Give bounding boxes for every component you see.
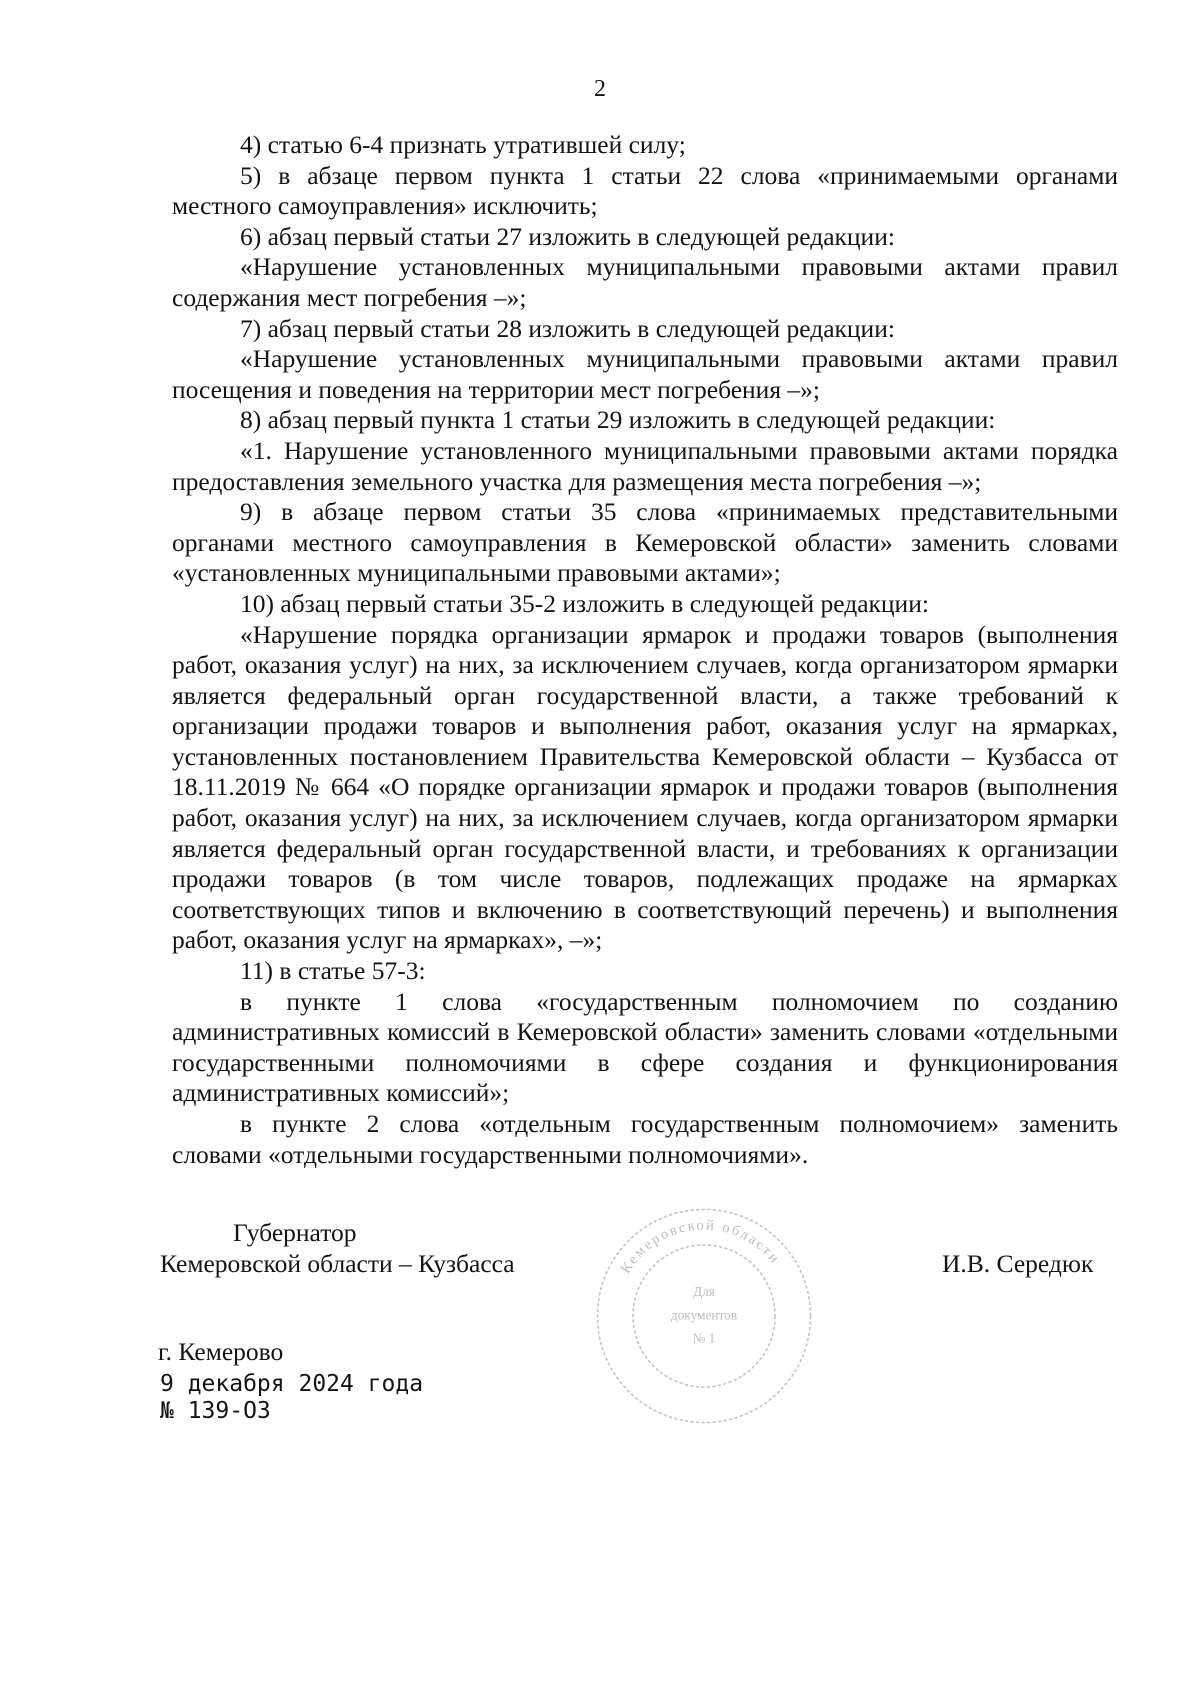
seal-center-line-3: № 1	[692, 1330, 716, 1346]
paragraph-item-10-text: «Нарушение порядка организации ярмарок и продажи товаров (выполнения работ, оказания услуг) на них, за исключением случаев, когда организатором ярмарки является федеральный орган государственной власти, а также требований к организации продажи товаров и выполнения работ, оказания услуг на ярмарках, установленных постановлением Правительства Кемеровской области – Кузбасса от 18.11.2019 № 664 «О порядке организации ярмарок и продажи товаров (выполнения работ, оказания услуг) на них, за исключением случаев, когда организатором ярмарки является федеральный орган государственной власти, и требованиях к организации продажи товаров (в том числе товаров, подлежащих продаже на ярмарках соответствующих типов и включению в соответствующий перечень) и выполнения работ, оказания услуг на ярмарках», –»;	[172, 619, 1118, 955]
paragraph-item-6-text: «Нарушение установленных муниципальными правовыми актами правил содержания мест погребения –»;	[172, 252, 1118, 312]
document-body	[172, 130, 1118, 1170]
paragraph-item-6: 6) абзац первый статьи 27 изложить в следующей редакции:	[240, 221, 895, 251]
seal-ring-text: Кемеровской области	[617, 1217, 784, 1277]
official-seal	[593, 1205, 815, 1427]
seal-center-line-1: Для	[693, 1284, 715, 1300]
law-date: 9 декабря 2024 года	[160, 1371, 424, 1397]
place-of-signing: г. Кемерово	[158, 1337, 284, 1366]
paragraph-item-8-text: «1. Нарушение установленного муниципальными правовыми актами порядка предоставления земельного участка для размещения места погребения –»;	[172, 435, 1118, 496]
paragraph-item-7: 7) абзац первый статьи 28 изложить в следующей редакции:	[240, 313, 895, 343]
paragraph-item-9: 9) в абзаце первом статьи 35 слова «принимаемых представительными органами местного самоуправления в Кемеровской области» заменить словами «установленных муниципальными правовыми актами»;	[172, 497, 1118, 588]
paragraph-item-10: 10) абзац первый статьи 35-2 изложить в следующей редакции:	[240, 588, 929, 618]
signatory-title-line-1: Губернатор	[233, 1218, 357, 1247]
law-number: № 139-ОЗ	[160, 1398, 271, 1424]
paragraph-item-11-point-2: в пункте 2 слова «отдельным государственным полномочием» заменить словами «отдельными государственными полномочиями».	[172, 1109, 1118, 1169]
paragraph-item-11: 11) в статье 57-3:	[240, 956, 426, 986]
paragraph-item-5: 5) в абзаце первом пункта 1 статьи 22 слова «принимаемыми органами местного самоуправления» исключить;	[172, 160, 1118, 221]
signatory-title-line-2: Кемеровской области – Кузбасса	[160, 1249, 515, 1278]
signatory-name: И.В. Середюк	[942, 1249, 1094, 1278]
paragraph-item-8: 8) абзац первый пункта 1 статьи 29 изложить в следующей редакции:	[240, 405, 996, 435]
paragraph-item-4: 4) статью 6-4 признать утратившей силу;	[240, 130, 686, 159]
paragraph-item-11-point-1: в пункте 1 слова «государственным полномочием по созданию административных комиссий в Кемеровской области» заменить словами «отдельными государственными полномочиями в сфере создания и функционирования административных комиссий»;	[172, 986, 1118, 1108]
page-number: 2	[594, 76, 606, 102]
paragraph-item-7-text: «Нарушение установленных муниципальными правовыми актами правил посещения и поведения на территории мест погребения –»;	[172, 344, 1118, 404]
seal-center-line-2: документов	[670, 1307, 738, 1323]
